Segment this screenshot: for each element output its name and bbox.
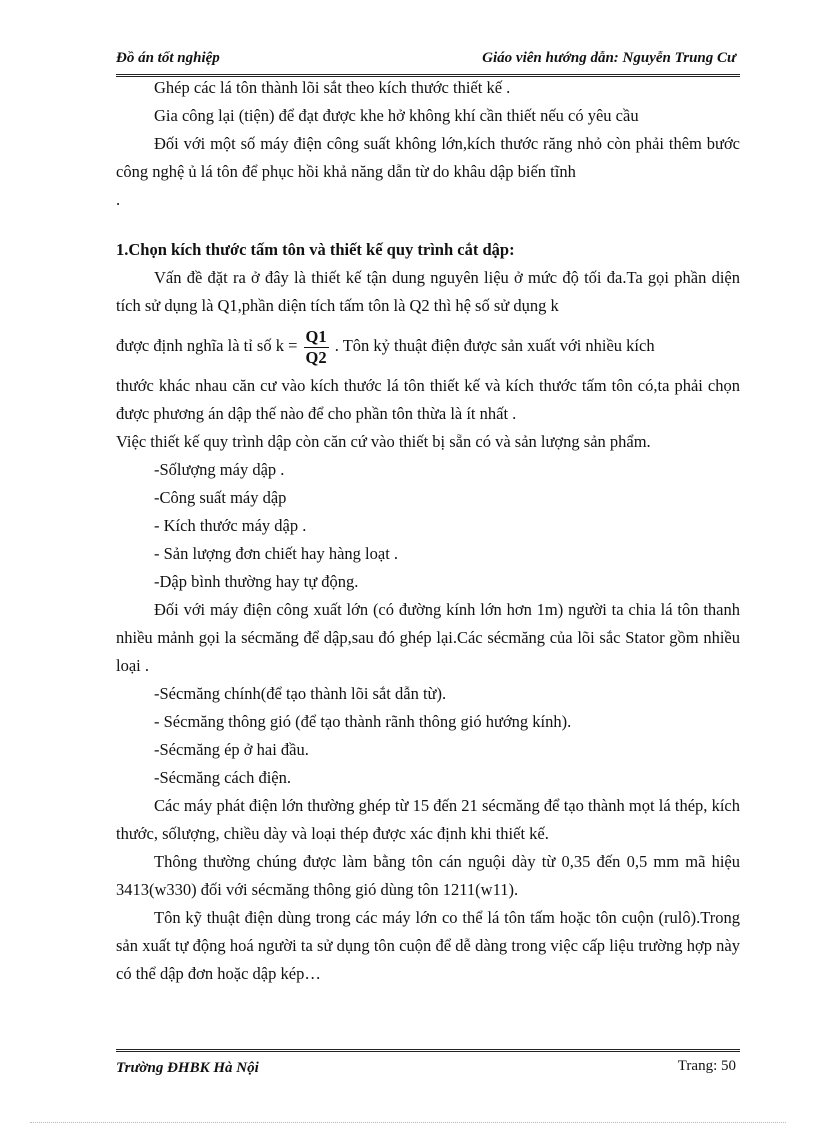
page-footer (116, 1049, 740, 1080)
list-item: -Sécmăng cách điện. (154, 768, 291, 787)
fraction-numerator: Q1 (305, 326, 327, 346)
segment-types-list (116, 680, 740, 792)
list-item: -Sốlượng máy dập . (154, 460, 285, 479)
paragraph-2: Gia công lại (tiện) để đạt được khe hở không khí cần thiết nếu có yêu cầu (154, 106, 639, 125)
paragraph-3-end: . (116, 190, 121, 209)
list-item: -Sécmăng ép ở hai đầu. (154, 740, 309, 759)
document-body (116, 74, 740, 988)
list-item: -Công suất máy dập (154, 488, 287, 507)
list-item: -Sécmăng chính(để tạo thành lõi sắt dẫn từ). (154, 684, 447, 703)
fraction-denominator: Q2 (305, 347, 327, 367)
page-number: Trang: 50 (677, 1058, 736, 1074)
paragraph-8: Đối với máy điện công xuất lớn (có đường kính lớn hơn 1m) người ta chia lá tôn thanh nhiều mảnh gọi la sécmăng để dập,sau đó ghép lại.Các sécmăng của lõi sắc Stator gồm nhiều loại . (116, 600, 740, 675)
section-heading: 1.Chọn kích thước tấm tôn và thiết kế quy trình cắt dập: (116, 240, 515, 259)
list-item: -Dập bình thường hay tự động. (154, 572, 359, 591)
footer-school: Trường ĐHBK Hà Nội (116, 1060, 259, 1076)
paragraph-5 (116, 324, 740, 368)
paragraph-9: Các máy phát điện lớn thường ghép từ 15 đến 21 sécmăng để tạo thành mọt lá thép, kích thước, sốlượng, chiều dày và loại thép được xác định khi thiết kế. (116, 796, 740, 843)
header-supervisor: Giáo viên hướng dẫn: Nguyễn Trung Cư (482, 50, 736, 66)
page-header (116, 50, 740, 77)
list-item: - Kích thước máy dập . (154, 516, 307, 535)
paragraph-5-before: được định nghĩa là tỉ số k = (116, 336, 298, 355)
equipment-list (116, 456, 740, 596)
paragraph-4: Vấn đề đặt ra ở đây là thiết kế tận dung nguyên liệu ở mức độ tối đa.Ta gọi phần diện tích sử dụng là Q1,phần diện tích tấm tôn là Q2 thì hệ số sử dụng k (116, 268, 740, 315)
paragraph-10: Thông thường chúng được làm bằng tôn cán nguội dày từ 0,35 đến 0,5 mm mã hiệu 3413(w330) đối với sécmăng thông gió dùng tôn 1211(w11). (116, 852, 740, 899)
paragraph-5-after: . Tôn kỷ thuật điện được sản xuất với nhiều kích (334, 336, 655, 355)
header-project-title: Đồ án tốt nghiệp (116, 50, 220, 66)
fraction-formula (304, 327, 329, 368)
list-item: - Sản lượng đơn chiết hay hàng loạt . (154, 544, 399, 563)
paragraph-1: Ghép các lá tôn thành lõi sắt theo kích thước thiết kế . (154, 78, 511, 97)
paragraph-6: thước khác nhau căn cư vào kích thước lá tôn thiết kế và kích thước tấm tôn có,ta phải chọn được phương án dập thế nào để cho phần tôn thừa là ít nhất . (116, 376, 740, 423)
list-item: - Sécmăng thông gió (để tạo thành rãnh thông gió hướng kính). (154, 712, 572, 731)
paragraph-3: Đối với một số máy điện công suất không lớn,kích thước răng nhỏ còn phải thêm bước công nghệ ủ lá tôn để phục hồi khả năng dẫn từ do khâu dập biến tĩnh (116, 134, 740, 181)
paragraph-7: Việc thiết kế quy trình dập còn căn cứ vào thiết bị sẵn có và sản lượng sản phẩm. (116, 432, 651, 451)
paragraph-11: Tôn kỹ thuật điện dùng trong các máy lớn co thể lá tôn tấm hoặc tôn cuộn (rulô).Trong sản xuất tự động hoá người ta sử dụng tôn cuộn để dễ dàng trong việc cấp liệu trường hợp này có thể dập đơn hoặc dập kép… (116, 908, 740, 983)
